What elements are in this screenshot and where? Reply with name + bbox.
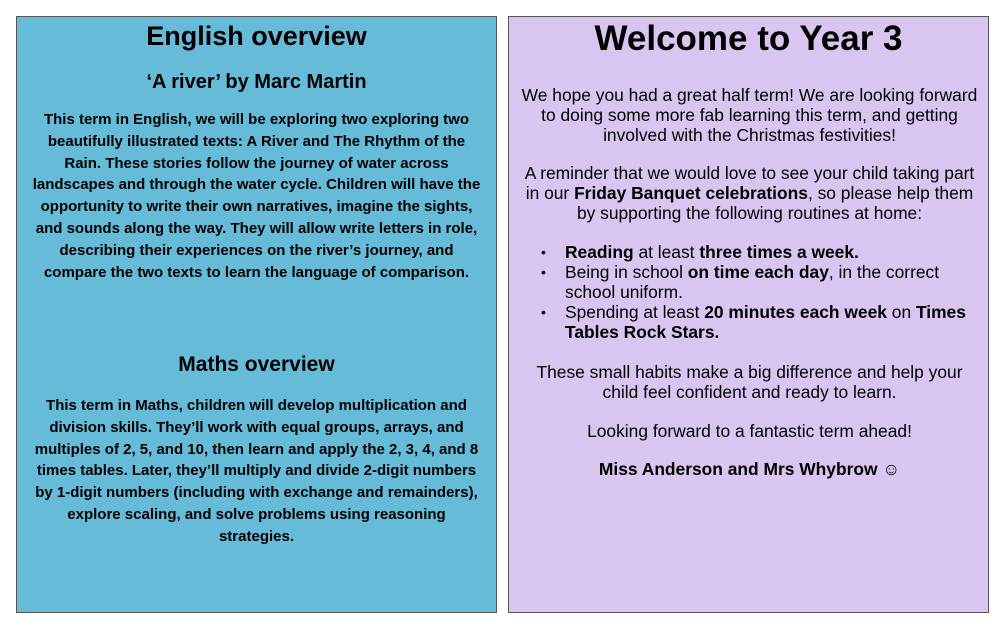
routine-text: on	[886, 302, 916, 322]
english-overview-title: English overview	[146, 21, 367, 51]
looking-forward-text: Looking forward to a fantastic term ahead!	[587, 421, 912, 441]
routine-bold: Reading	[565, 242, 634, 262]
routine-text: Being in school	[565, 262, 688, 282]
welcome-title: Welcome to Year 3	[594, 19, 903, 58]
routine-text: Spending at least	[565, 302, 705, 322]
closing-paragraph: These small habits make a big difference and help your child feel confident and ready to learn.	[536, 362, 963, 402]
reminder-text-end: , so please help them by supporting the following routines at home:	[576, 182, 974, 223]
teacher-signature: Miss Anderson and Mrs Whybrow ☺	[598, 459, 901, 479]
routine-bold: Times Tables Rock Stars.	[565, 302, 966, 342]
reminder-paragraph	[517, 164, 982, 223]
routine-item	[537, 302, 987, 342]
routine-item	[537, 242, 987, 262]
routines-list	[537, 242, 987, 342]
english-overview-text: This term in English, we will be exploring two exploring two beautifully illustrated texts: A River and The Rhythm of the Rain. These stories follow the journey of water across landscapes and through the water cycle. Children will have the opportunity to write their own narratives, imagine the sights, and sounds along the way. They will allow write letters in role, describing their experiences on the river’s journey, and compare the two texts to learn the language of comparison.	[32, 111, 481, 281]
welcome-panel	[508, 16, 989, 613]
bullet-icon: •	[541, 264, 546, 280]
routine-text: , in the correct school uniform.	[565, 262, 940, 302]
bullet-icon: •	[541, 244, 546, 260]
welcome-intro: We hope you had a great half term! We are looking forward to doing some more fab learning this term, and getting involved with the Christmas festivities!	[521, 85, 978, 145]
english-book-subtitle: ‘A river’ by Marc Martin	[146, 71, 367, 93]
maths-overview-text: This term in Maths, children will develop multiplication and division skills. They’ll work with equal groups, arrays, and multiples of 2, 5, and 10, then learn and apply the 2, 3, 4, and 8 times tables. Later, they’ll multiply and divide 2-digit numbers by 1-digit numbers (including with exchange and remainders), explore scaling, and solve problems using reasoning strategies.	[34, 397, 479, 545]
reminder-text-start: A reminder that we would love to see your child taking part in our	[524, 163, 975, 203]
routine-bold: on time each day	[687, 262, 829, 282]
bullet-icon: •	[541, 304, 546, 320]
routine-bold: 20 minutes each week	[704, 302, 887, 322]
friday-banquet-emphasis: Friday Banquet celebrations	[574, 182, 808, 203]
routine-text: at least	[633, 242, 700, 262]
routine-item	[537, 262, 987, 302]
english-maths-panel	[16, 16, 497, 613]
maths-overview-title: Maths overview	[178, 353, 335, 376]
routine-bold: three times a week.	[699, 242, 859, 262]
